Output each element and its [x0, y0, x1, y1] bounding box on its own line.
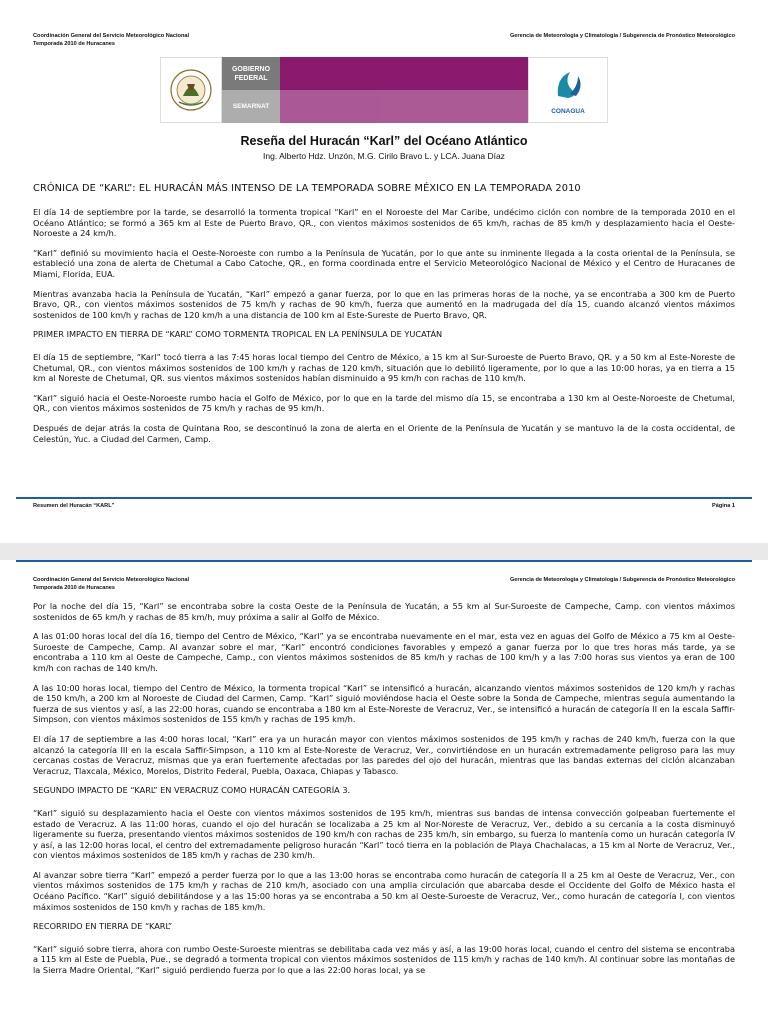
- section-heading: PRIMER IMPACTO EN TIERRA DE “KARL” COMO TORMENTA TROPICAL EN LA PENÍNSULA DE YUCATÁN: [33, 329, 443, 340]
- document-page-2: [0, 560, 768, 1024]
- document-title: Reseña del Huracán “Karl” del Océano Atlántico: [240, 134, 528, 148]
- footer-rule: [16, 497, 752, 499]
- conagua-text: CONAGUA: [551, 108, 585, 115]
- gobierno-federal-label: [222, 57, 280, 90]
- paragraph: “Karl” definió su movimiento hacia el Oeste-Noroeste con rumbo a la Península de Yucatán, por lo que ante su inminente llegada a la costa oriental de la Península, se estableció una zona de alerta de Chetumal a Cabo Catoche, QR., en forma coordinada entre el Servicio Meteorológico Nacional de México y el Centro de Huracanes de Miami, Florida, EUA.: [33, 247, 735, 279]
- paragraph: El día 15 de septiembre, “Karl” tocó tierra a las 7:45 horas local tiempo del Centro de México, a 15 km al Sur-Suroeste de Puerto Bravo, QR. y a 50 km al Este-Noreste de Chetumal, QR., con vientos máximos sostenidos de 100 km/h y rachas de 120 km/h, situación que lo debilitó ligeramente, por lo que a las 10:00 horas, ya en tierra a 15 km al Noreste de Chetumal, QR. sus vientos máximos sostenidos habían disminuido a 95 km/h con rachas de 110 km/h.: [33, 351, 735, 384]
- page-2-body: [33, 601, 735, 985]
- paragraph: Al avanzar sobre tierra “Karl” empezó a perder fuerza por lo que a las 13:00 horas se encontraba como huracán de categoría II a 25 km al Oeste de Veracruz, Ver., con vientos máximos sostenidos de 175 km/h y rachas de 210 km/h, asociado con una amplia circulación que abarcaba desde el Occidente del Golfo de México hasta el Océano Pacífico. “Karl” siguió debilitándose y a las 15:00 horas ya se encontraba a 50 km al Oeste-Suroeste de Veracruz, Ver., como huracán de categoría I, con vientos máximos sostenidos de 150 km/h y rachas de 185 km/h.: [33, 869, 735, 912]
- paragraph: Mientras avanzaba hacia la Península de Yucatán, “Karl” empezó a ganar fuerza, por lo que en las primeras horas de la noche, ya se encontraba a 300 km de Puerto Bravo, QR., con vientos máximos sostenidos de 75 km/h y rachas de 90 km/h, fuerza que aumentó en la madrugada del día 15, cuando alcanzó vientos máximos sostenidos de 100 km/h y rachas de 120 km/h a una distancia de 100 km al Este-Sureste de Puerto Bravo, QR.: [33, 288, 735, 320]
- section-heading: SEGUNDO IMPACTO DE “KARL” EN VERACRUZ COMO HURACÁN CATEGORÍA 3.: [33, 785, 351, 796]
- mexico-coat-of-arms-icon: [160, 57, 222, 123]
- document-authors: Ing. Alberto Hdz. Unzón, M.G. Cirilo Bravo L. y LCA. Juana Díaz: [263, 151, 505, 161]
- header-left: Coordinación General del Servicio Meteorológico Nacional Temporada 2010 de Huracanes: [33, 33, 190, 47]
- banner-top-band: [222, 57, 528, 90]
- page-footer: [33, 503, 735, 509]
- paragraph: “Karl” siguió sobre tierra, ahora con rumbo Oeste-Suroeste mientras se debilitaba cada vez más y así, a las 19:00 horas local, cuando el centro del sistema se encontraba a 115 km al Este de Puebla, Pue., se degradó a tormenta tropical con vientos máximos sostenidos de 115 km/h y rachas de 140 km/h. Al continuar sobre las montañas de la Sierra Madre Oriental, “Karl” siguió perdiendo fuerza por lo que a las 22:00 horas local, ya se: [33, 943, 735, 976]
- banner-bottom-band: [222, 90, 528, 123]
- page-1-body: [33, 207, 735, 453]
- semarnat-label: SEMARNAT: [222, 90, 280, 123]
- header-rule: [16, 560, 752, 562]
- paragraph: El día 14 de septiembre por la tarde, se desarrolló la tormenta tropical “Karl” en el Noroeste del Mar Caribe, undécimo ciclón con nombre de la temporada 2010 en el Océano Atlántico; se formó a 365 km al Este de Puerto Bravo, QR., con vientos máximos sostenidos de 65 km/h, rachas de 85 km/h y desplazamiento hacia el Oeste-Noroeste a 24 km/h.: [33, 207, 735, 239]
- federal-text: FEDERAL: [234, 74, 268, 82]
- conagua-logo-icon: [528, 57, 608, 123]
- header-right: Gerencia de Meteorología y Climatología / Subgerencia de Pronóstico Meteorológico: [509, 577, 735, 583]
- institutional-banner: [160, 57, 608, 123]
- paragraph: A las 10:00 horas local, tiempo del Centro de México, la tormenta tropical “Karl” se intensificó a huracán, alcanzando vientos máximos sostenidos de 120 km/h y rachas de 150 km/h, a 200 km al Noroeste de Ciudad del Carmen, Camp. “Karl” siguió moviéndose hacia el Oeste sobre la Sonda de Campeche, mientras seguía aumentando la fuerza de sus vientos y así, a las 22:00 horas, cuando se encontraba a 180 km al Este-Noreste de Veracruz, Ver., se intensificó a huracán de categoría II en la escala Saffir-Simpson, con vientos máximos sostenidos de 155 km/h y rachas de 195 km/h.: [33, 682, 735, 725]
- chronicle-heading: CRÓNICA DE “KARL”: EL HURACÁN MÁS INTENSO DE LA TEMPORADA SOBRE MÉXICO EN LA TEMPORADA 2010: [33, 183, 581, 194]
- paragraph: “Karl” siguió su desplazamiento hacia el Oeste con vientos máximos sostenidos de 195 km/h, mientras sus bandas de intensa convección golpeaban fuertemente el estado de Veracruz. A las 11:00 horas, cuando el ojo del huracán se localizaba a 25 km al Nor-Noreste de Veracruz, Ver., debido a su cercanía a la costa disminuyó ligeramente su fuerza, presentando vientos máximos sostenidos de 190 km/h con rachas de 235 km/h, sin embargo, su fuerza lo mantenía como un huracán categoría IV y así, a las 12:00 horas local, el centro del extremadamente peligroso huracán “Karl” tocó tierra en la población de Playa Chachalacas, a 15 km al Norte de Veracruz, Ver., con vientos máximos sostenidos de 185 km/h y rachas de 230 km/h.: [33, 807, 735, 861]
- paragraph: “Karl” siguió hacia el Oeste-Noroeste rumbo hacia el Golfo de México, por lo que en la tarde del mismo día 15, se encontraba a 130 km al Oeste-Noroeste de Chetumal, QR., con vientos máximos sostenidos de 75 km/h y rachas de 95 km/h.: [33, 392, 735, 414]
- paragraph: Por la noche del día 15, “Karl” se encontraba sobre la costa Oeste de la Península de Yucatán, a 55 km al Sur-Suroeste de Campeche, Camp. con vientos máximos sostenidos de 65 km/h y rachas de 85 km/h, muy próxima a salir al Golfo de México.: [33, 601, 735, 622]
- header-right: Gerencia de Meteorología y Climatología / Subgerencia de Pronóstico Meteorológico: [509, 33, 735, 39]
- page-number: Página 1: [711, 503, 735, 509]
- footer-left: Resumen del Huracán “KARL”: [33, 503, 115, 509]
- paragraph: A las 01:00 horas local del día 16, tiempo del Centro de México, “Karl” ya se encontraba nuevamente en el mar, esta vez en aguas del Golfo de México a 75 km al Oeste-Suroeste de Campeche, Camp. Al avanzar sobre el mar, “Karl” encontró condiciones favorables y empezó a ganar fuerza por lo que tres horas más tarde, ya se encontraba a 110 km al Oeste de Campeche, Camp., con vientos máximos sostenidos de 85 km/h y rachas de 100 km/h y a las 7:00 horas sus vientos ya eran de 100 km/h con rachas de 140 km/h.: [33, 631, 735, 673]
- gobierno-text: GOBIERNO: [231, 65, 271, 73]
- section-heading: RECORRIDO EN TIERRA DE “KARL”: [33, 921, 173, 932]
- paragraph: Después de dejar atrás la costa de Quintana Roo, se descontinuó la zona de alerta en el Oriente de la Península de Yucatán y se mantuvo la de la costa occidental, de Celestún, Yuc. a Ciudad del Carmen, Camp.: [33, 422, 735, 444]
- paragraph: El día 17 de septiembre a las 4:00 horas local, “Karl” era ya un huracán mayor con vientos máximos sostenidos de 195 km/h y rachas de 240 km/h, fuerza con la que alcanzó la categoría III en la escala Saffir-Simpson, a 110 km al Este-Noreste de Veracruz, Ver., convirtiéndose en un huracán extremadamente peligroso para las muy cercanas costas de Veracruz, mismas que ya eran fuertemente afectadas por las paredes del ojo del huracán, mientras que las bandas externas del ciclón alcanzaban Veracruz, Tlaxcala, México, Morelos, Distrito Federal, Puebla, Oaxaca, Chiapas y Tabasco.: [33, 733, 735, 776]
- header-left: Coordinación General del Servicio Meteorológico Nacional Temporada 2010 de Huracanes: [33, 577, 190, 591]
